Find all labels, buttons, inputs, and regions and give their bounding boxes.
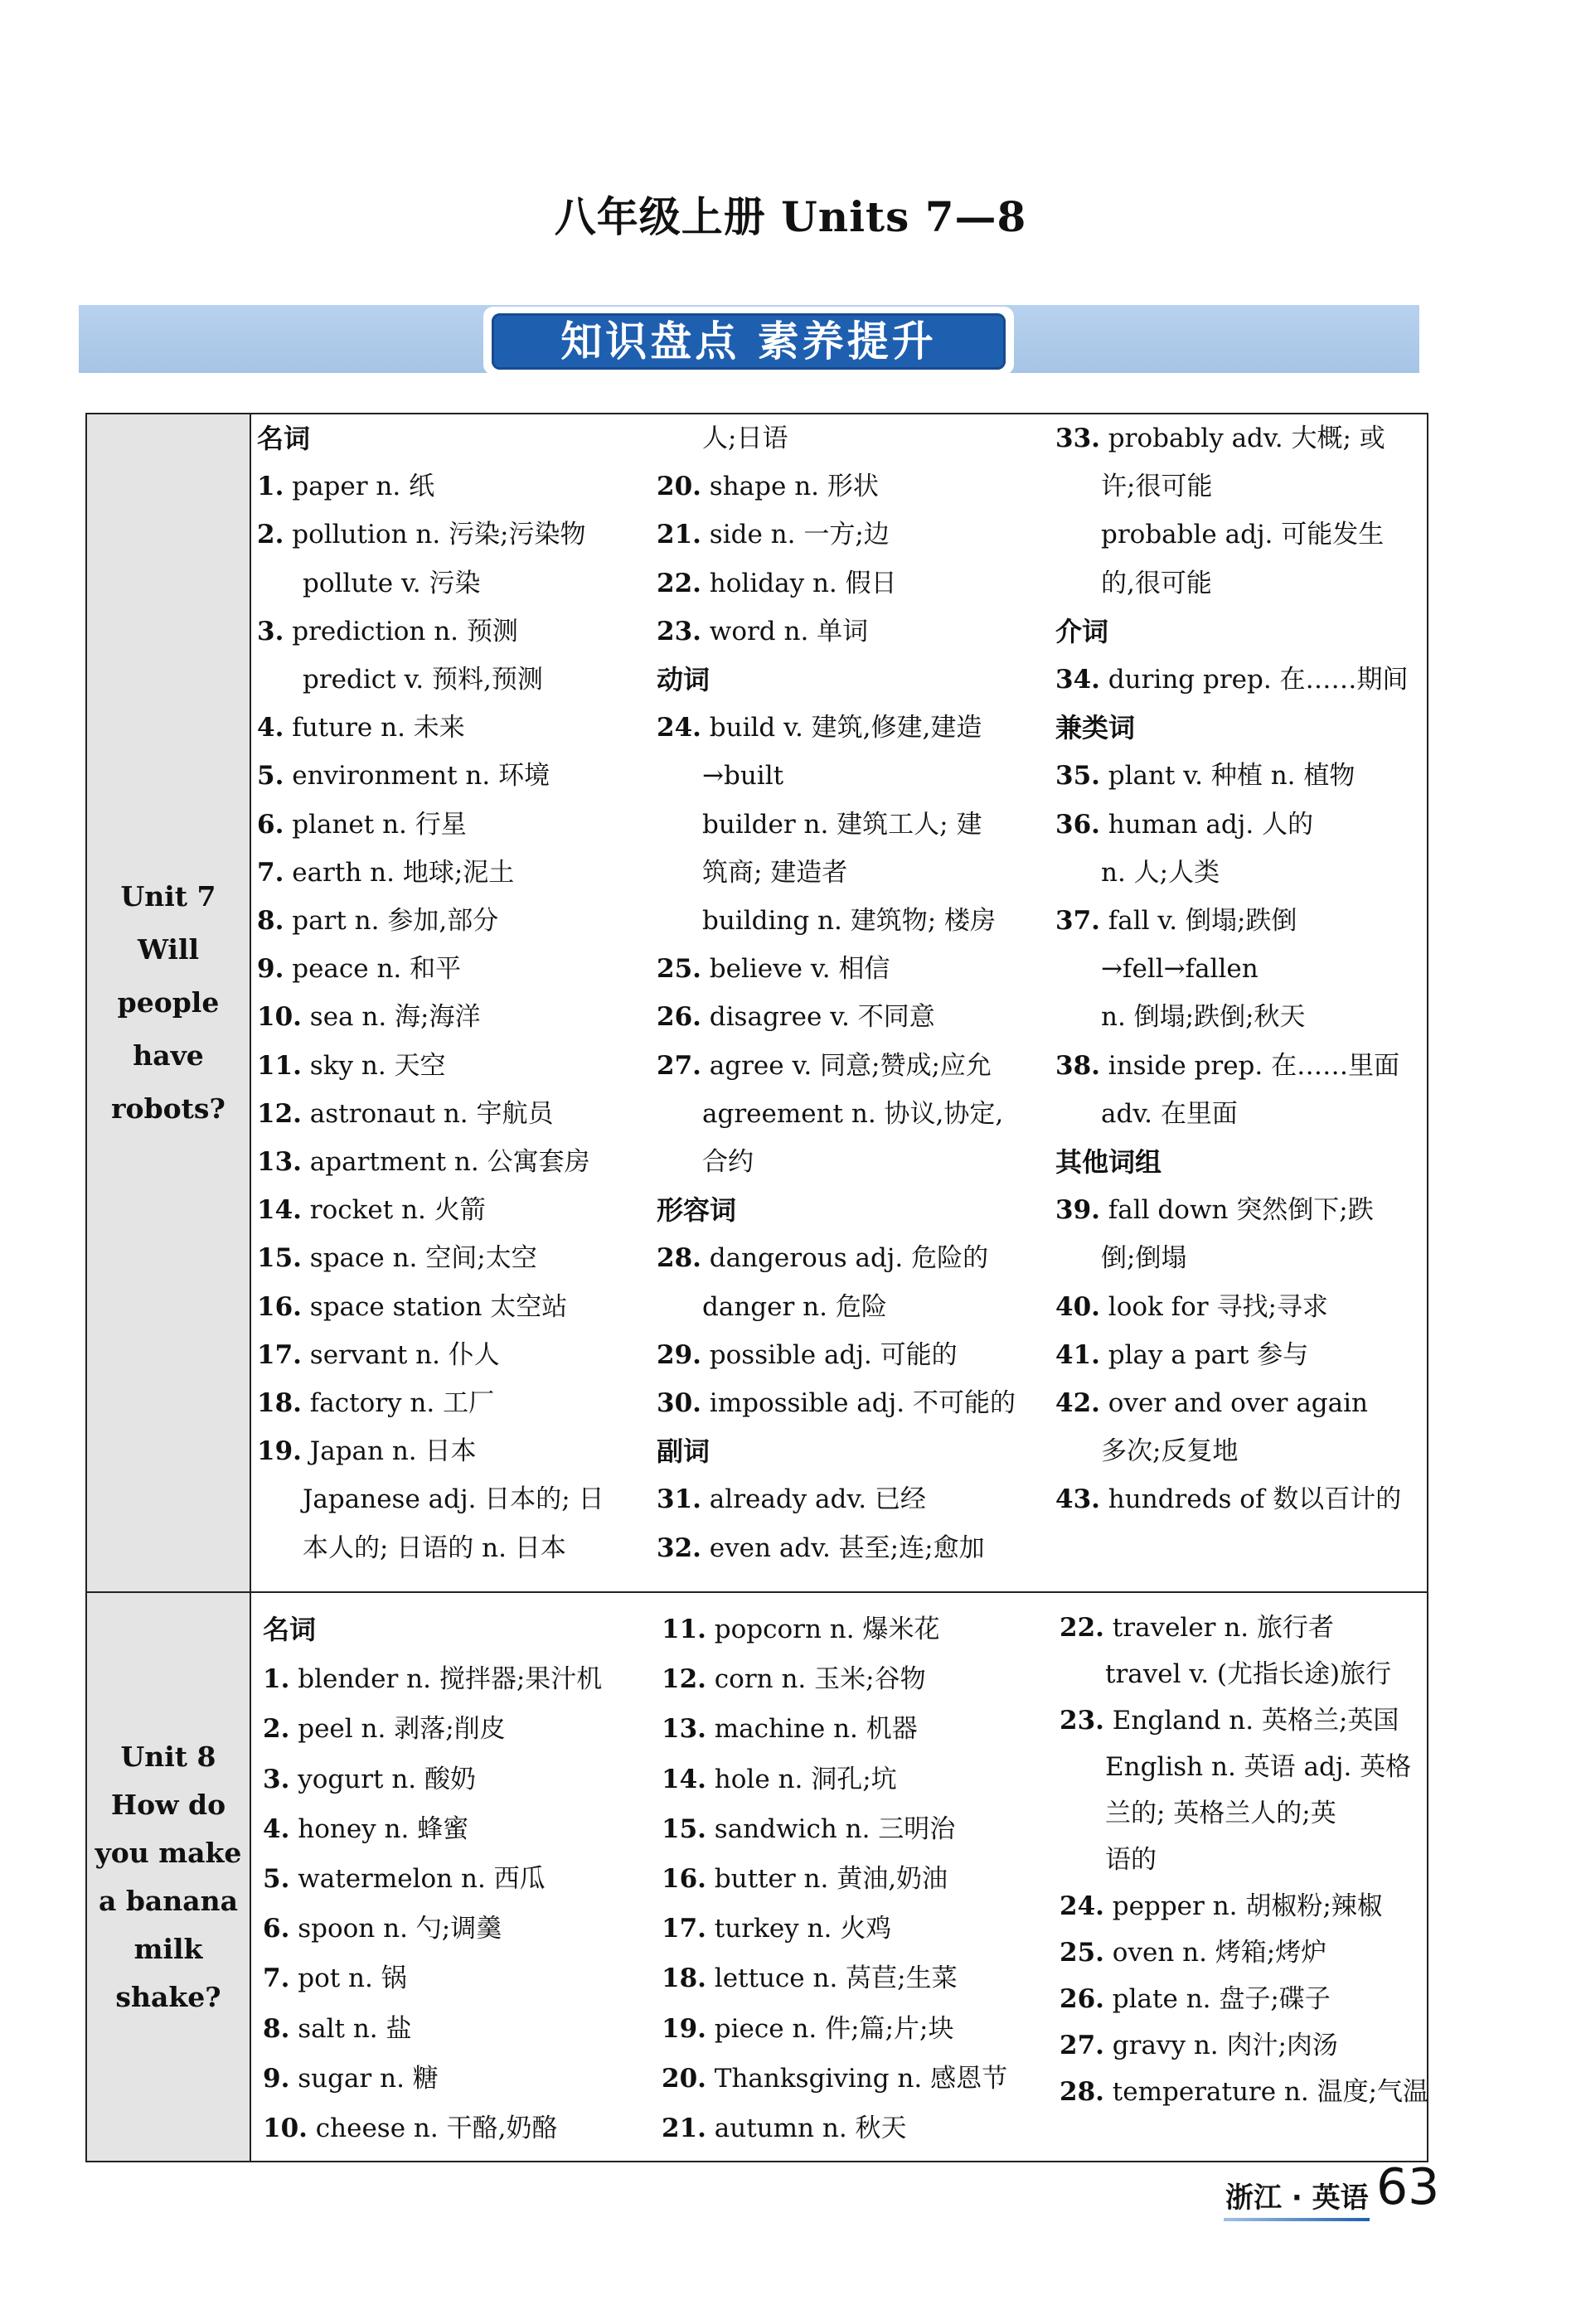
entry-text: peel n. 剥落;削皮	[289, 1714, 506, 1745]
category-heading: 兼类词	[1055, 712, 1136, 744]
vocabulary-table	[85, 413, 1428, 2162]
page-title: 八年级上册 Units 7—8	[554, 192, 1027, 241]
entry-text: play a part 参与	[1099, 1339, 1309, 1370]
entry-text: butter n. 黄油,奶油	[706, 1864, 948, 1895]
entry-number: 16.	[662, 1864, 706, 1895]
vocab-entry	[263, 2004, 602, 2054]
entry-continuation: 本人的; 日语的 n. 日本	[303, 1532, 566, 1563]
entry-text: dangerous adj. 危险的	[701, 1243, 989, 1274]
entry-text: space n. 空间;太空	[301, 1243, 537, 1274]
entry-number: 2.	[263, 1714, 290, 1745]
vocab-entry	[657, 1331, 1016, 1379]
category-heading: 介词	[1055, 615, 1109, 647]
entry-continuation: →built	[702, 761, 784, 792]
entry-number: 25.	[657, 954, 701, 985]
vocab-entry	[662, 1904, 1007, 1954]
entry-text: traveler n. 旅行者	[1103, 1613, 1335, 1643]
unit-label-line: Unit 7	[120, 880, 216, 913]
entry-text: piece n. 件;篇;片;块	[706, 2013, 954, 2044]
entry-text: salt n. 盐	[289, 2013, 412, 2044]
entry-number: 6.	[263, 1914, 290, 1944]
vocab-entry	[662, 1854, 1007, 1904]
entry-text: inside prep. 在……里面	[1099, 1050, 1400, 1081]
unit-label-line: Will	[137, 933, 200, 966]
category-heading: 名词	[257, 423, 311, 454]
entry-text: agree v. 同意;赞成;应允	[701, 1050, 992, 1081]
entry-number: 7.	[257, 857, 284, 888]
unit-label-line: How do	[110, 1788, 226, 1821]
category-heading: 名词	[263, 1614, 317, 1645]
vocab-entry	[657, 1475, 1016, 1523]
entry-number: 24.	[1060, 1891, 1104, 1921]
entry-text: part n. 参加,部分	[284, 906, 499, 937]
entry-number: 20.	[662, 2063, 706, 2094]
unit-label-line: robots?	[111, 1092, 226, 1125]
vocab-entry	[1055, 1042, 1409, 1090]
entry-text: turkey n. 火鸡	[706, 1914, 892, 1944]
entry-number: 25.	[1060, 1938, 1104, 1968]
vocab-entry	[657, 1234, 1016, 1282]
entry-text: sky n. 天空	[301, 1050, 446, 1081]
entry-number: 5.	[263, 1864, 290, 1895]
entry-number: 32.	[657, 1532, 701, 1563]
vocab-entry	[257, 993, 604, 1041]
unit-label-line: a banana	[98, 1884, 239, 1917]
vocab-entry	[1055, 1475, 1409, 1523]
vocab-entry	[1055, 1379, 1409, 1427]
entry-number: 9.	[257, 954, 284, 985]
vocab-entry	[257, 1379, 604, 1427]
vocab-entry	[662, 2054, 1007, 2104]
entry-number: 17.	[662, 1914, 706, 1944]
entry-continuation: English n. 英语 adj. 英格	[1105, 1752, 1412, 1782]
entry-number: 29.	[657, 1339, 701, 1370]
entry-number: 40.	[1055, 1291, 1100, 1322]
entry-continuation: n. 倒塌;跌倒;秋天	[1101, 1002, 1306, 1033]
entry-number: 5.	[257, 761, 284, 792]
entry-number: 2.	[257, 520, 284, 550]
entry-number: 11.	[257, 1050, 302, 1081]
page-number: 63	[1376, 2158, 1440, 2216]
category-heading: 其他词组	[1055, 1146, 1162, 1179]
entry-text: over and over again	[1099, 1388, 1369, 1419]
vocab-entry	[257, 1283, 604, 1331]
vocab-entry	[1060, 1883, 1428, 1929]
vocab-entry	[257, 752, 604, 800]
vocab-entry	[1055, 752, 1409, 800]
entry-number: 34.	[1055, 665, 1100, 695]
entry-text: plant v. 种植 n. 植物	[1099, 761, 1355, 792]
entry-text: Thanksgiving n. 感恩节	[706, 2063, 1008, 2094]
vocab-entry	[657, 462, 1016, 511]
entry-text: machine n. 机器	[706, 1714, 918, 1745]
entry-number: 8.	[263, 2013, 290, 2044]
entry-text: side n. 一方;边	[701, 520, 890, 550]
entry-text: possible adj. 可能的	[701, 1339, 958, 1370]
vocab-entry	[657, 1042, 1016, 1090]
entry-number: 35.	[1055, 761, 1100, 792]
entry-continuation: pollute v. 污染	[303, 568, 481, 598]
entry-text: shape n. 形状	[701, 472, 879, 502]
category-heading: 形容词	[657, 1194, 737, 1227]
entry-text: already adv. 已经	[701, 1484, 926, 1515]
unit8-column-2	[662, 1605, 1007, 2153]
entry-text: probably adv. 大概; 或	[1099, 424, 1385, 453]
entry-text: spoon n. 勺;调羹	[289, 1914, 502, 1944]
entry-text: astronaut n. 宇航员	[301, 1098, 554, 1129]
entry-number: 24.	[657, 713, 701, 743]
entry-continuation: 筑商; 建造者	[702, 857, 848, 888]
entry-text: impossible adj. 不可能的	[701, 1388, 1016, 1419]
entry-number: 20.	[657, 472, 701, 502]
entry-number: 10.	[263, 2113, 308, 2144]
entry-text: Japan n. 日本	[301, 1436, 477, 1467]
entry-number: 21.	[657, 520, 701, 550]
entry-number: 43.	[1055, 1484, 1100, 1515]
entry-text: yogurt n. 酸奶	[289, 1764, 477, 1794]
vocab-entry	[257, 801, 604, 849]
entry-continuation: building n. 建筑物; 楼房	[702, 906, 997, 937]
entry-text: build v. 建筑,修建,建造	[701, 713, 982, 743]
entry-number: 26.	[657, 1002, 701, 1033]
category-heading: 动词	[657, 664, 710, 696]
entry-number: 18.	[662, 1963, 706, 1994]
entry-number: 33.	[1055, 424, 1100, 453]
entry-number: 3.	[263, 1764, 290, 1794]
vocab-entry	[257, 462, 604, 511]
vocab-entry	[263, 1804, 602, 1854]
vocab-entry	[257, 1234, 604, 1282]
entry-number: 28.	[1060, 2077, 1104, 2107]
entry-continuation: →fell→fallen	[1101, 954, 1258, 985]
vocab-entry	[1055, 801, 1409, 849]
entry-number: 16.	[257, 1291, 302, 1322]
vocab-entry	[657, 1379, 1016, 1427]
vocab-entry	[257, 1427, 604, 1475]
entry-number: 22.	[657, 568, 701, 598]
entry-continuation: danger n. 危险	[702, 1291, 887, 1322]
entry-text: planet n. 行星	[284, 809, 467, 840]
entry-number: 14.	[662, 1764, 706, 1794]
entry-text: lettuce n. 莴苣;生菜	[706, 1963, 958, 1994]
entry-text: blender n. 搅拌器;果汁机	[289, 1664, 603, 1695]
entry-text: hundreds of 数以百计的	[1099, 1484, 1402, 1515]
entry-number: 14.	[257, 1195, 302, 1226]
entry-number: 23.	[1060, 1706, 1104, 1736]
vocab-entry	[1055, 414, 1409, 462]
vocab-entry	[662, 1755, 1007, 1804]
entry-text: pollution n. 污染;污染物	[284, 520, 586, 550]
entry-number: 7.	[263, 1963, 290, 1994]
entry-number: 41.	[1055, 1339, 1100, 1370]
vocab-entry	[657, 945, 1016, 993]
entry-number: 23.	[657, 616, 701, 646]
entry-text: fall down 突然倒下;跌	[1099, 1195, 1374, 1226]
entry-text: future n. 未来	[284, 713, 465, 743]
vocab-entry	[257, 1042, 604, 1090]
entry-number: 21.	[662, 2113, 706, 2144]
vocab-entry	[1055, 897, 1409, 945]
unit7-column-3	[1055, 414, 1409, 1524]
entry-continuation: n. 人;人类	[1101, 857, 1220, 888]
vocab-entry	[1060, 1605, 1428, 1651]
vocab-entry	[263, 1755, 602, 1804]
entry-text: prediction n. 预测	[284, 616, 518, 646]
category-heading: 副词	[657, 1436, 710, 1468]
vocab-entry	[662, 1954, 1007, 2003]
vocab-entry	[657, 704, 1016, 752]
entry-text: fall v. 倒塌;跌倒	[1099, 906, 1297, 937]
entry-number: 13.	[257, 1147, 302, 1178]
entry-text: look for 寻找;寻求	[1099, 1291, 1328, 1322]
entry-text: peace n. 和平	[284, 954, 462, 985]
unit8-column-1	[263, 1605, 602, 2153]
vocab-entry	[263, 2054, 602, 2104]
entry-continuation: 兰的; 英格兰人的;英	[1105, 1799, 1336, 1828]
entry-text: watermelon n. 西瓜	[289, 1864, 546, 1895]
entry-number: 38.	[1055, 1050, 1100, 1081]
vocab-entry	[257, 608, 604, 656]
entry-text: England n. 英格兰;英国	[1103, 1706, 1399, 1736]
entry-continuation: agreement n. 协议,协定,	[702, 1098, 1004, 1129]
unit-label-line: people	[117, 986, 220, 1019]
entry-number: 6.	[257, 809, 284, 840]
vocab-entry	[263, 1654, 602, 1704]
vocab-entry	[657, 993, 1016, 1041]
vocab-entry	[1060, 1697, 1428, 1744]
entry-text: oven n. 烤箱;烤炉	[1103, 1938, 1327, 1968]
entry-text: apartment n. 公寓套房	[301, 1147, 590, 1178]
entry-continuation: 人;日语	[702, 424, 788, 453]
entry-number: 19.	[257, 1436, 302, 1467]
entry-continuation: travel v. (尤指长途)旅行	[1105, 1659, 1392, 1689]
vocab-entry	[257, 1090, 604, 1138]
vocab-entry	[662, 1704, 1007, 1754]
entry-text: during prep. 在……期间	[1099, 665, 1409, 695]
entry-text: rocket n. 火箭	[301, 1195, 486, 1226]
vocab-entry	[662, 1605, 1007, 1654]
entry-continuation: 多次;反复地	[1101, 1436, 1239, 1467]
vocab-entry	[263, 1904, 602, 1954]
entry-text: gravy n. 肉汁;肉汤	[1103, 2031, 1338, 2060]
entry-continuation: adv. 在里面	[1101, 1098, 1238, 1129]
vocab-entry	[657, 1524, 1016, 1572]
entry-number: 36.	[1055, 809, 1100, 840]
entry-continuation: builder n. 建筑工人; 建	[702, 809, 982, 840]
entry-number: 27.	[657, 1050, 701, 1081]
entry-number: 31.	[657, 1484, 701, 1515]
entry-number: 15.	[257, 1243, 302, 1274]
entry-number: 4.	[257, 713, 284, 743]
entry-text: temperature n. 温度;气温	[1103, 2077, 1429, 2107]
vocab-entry	[257, 1138, 604, 1186]
vocab-entry	[657, 511, 1016, 559]
entry-number: 22.	[1060, 1613, 1104, 1643]
vocab-entry	[662, 1804, 1007, 1854]
vocab-entry	[263, 1854, 602, 1904]
vocab-entry	[1055, 656, 1409, 704]
entry-number: 26.	[1060, 1984, 1104, 2014]
entry-text: hole n. 洞孔;坑	[706, 1764, 897, 1794]
entry-text: honey n. 蜂蜜	[289, 1813, 469, 1844]
entry-text: autumn n. 秋天	[706, 2113, 907, 2144]
entry-text: space station 太空站	[301, 1291, 568, 1322]
entry-continuation: 合约	[702, 1147, 754, 1178]
entry-continuation: probable adj. 可能发生	[1101, 520, 1385, 550]
entry-text: paper n. 纸	[284, 472, 435, 502]
vocab-entry	[257, 704, 604, 752]
unit7-column-1	[257, 414, 604, 1572]
entry-number: 1.	[263, 1664, 290, 1695]
vocab-entry	[662, 2104, 1007, 2153]
unit8-column-3	[1060, 1605, 1428, 2115]
vocab-entry	[662, 1654, 1007, 1704]
entry-text: human adj. 人的	[1099, 809, 1314, 840]
footer-subject: 浙江 · 英语	[1225, 2181, 1369, 2215]
entry-number: 13.	[662, 1714, 706, 1745]
entry-text: sea n. 海;海洋	[301, 1002, 481, 1033]
unit-label-line: milk shake?	[115, 1932, 221, 2013]
vocab-entry	[257, 1186, 604, 1234]
entry-text: holiday n. 假日	[701, 568, 897, 598]
vocab-entry	[1060, 1976, 1428, 2022]
vocab-entry	[1060, 2069, 1428, 2115]
entry-number: 9.	[263, 2063, 290, 2094]
entry-text: plate n. 盘子;碟子	[1103, 1984, 1331, 2014]
vocab-entry	[263, 2104, 602, 2153]
entry-number: 11.	[662, 1615, 706, 1644]
entry-number: 37.	[1055, 906, 1100, 937]
entry-number: 1.	[257, 472, 284, 502]
entry-number: 18.	[257, 1388, 302, 1419]
entry-text: sandwich n. 三明治	[706, 1813, 956, 1844]
entry-text: earth n. 地球;泥土	[284, 857, 515, 888]
entry-text: cheese n. 干酪,奶酪	[307, 2113, 558, 2144]
vocab-entry	[1055, 1331, 1409, 1379]
unit7-column-2	[657, 414, 1016, 1572]
vocab-entry	[662, 2004, 1007, 2054]
entry-text: sugar n. 糖	[289, 2063, 439, 2094]
entry-text: word n. 单词	[701, 616, 869, 646]
entry-continuation: 语的	[1105, 1845, 1157, 1875]
entry-number: 15.	[662, 1813, 706, 1844]
vocab-entry	[257, 1331, 604, 1379]
entry-number: 39.	[1055, 1195, 1100, 1226]
entry-number: 12.	[257, 1098, 302, 1129]
entry-number: 27.	[1060, 2031, 1104, 2060]
entry-text: believe v. 相信	[701, 954, 890, 985]
unit-label-line: have	[133, 1039, 204, 1072]
entry-continuation: predict v. 预料,预测	[303, 665, 543, 695]
entry-text: even adv. 甚至;连;愈加	[701, 1532, 985, 1563]
vocab-entry	[1060, 1929, 1428, 1976]
entry-number: 19.	[662, 2013, 706, 2044]
unit-label-line: Unit 8	[120, 1740, 216, 1773]
section-banner: 知识盘点 素养提升	[492, 313, 1006, 370]
entry-text: pot n. 锅	[289, 1963, 407, 1994]
vocab-entry	[257, 897, 604, 945]
vocab-entry	[257, 945, 604, 993]
entry-text: corn n. 玉米;谷物	[706, 1664, 926, 1695]
unit-label-line: you make	[95, 1836, 242, 1869]
entry-text: pepper n. 胡椒粉;辣椒	[1103, 1891, 1383, 1921]
entry-continuation: 的,很可能	[1101, 568, 1212, 598]
vocab-entry	[257, 511, 604, 559]
unit-divider	[87, 1591, 1427, 1593]
entry-continuation: Japanese adj. 日本的; 日	[303, 1484, 604, 1515]
entry-number: 30.	[657, 1388, 701, 1419]
entry-number: 8.	[257, 906, 284, 937]
entry-number: 28.	[657, 1243, 701, 1274]
vocab-entry	[1055, 1283, 1409, 1331]
entry-continuation: 倒;倒塌	[1101, 1243, 1187, 1274]
entry-text: environment n. 环境	[284, 761, 550, 792]
entry-number: 42.	[1055, 1388, 1100, 1419]
unit7-label	[87, 414, 251, 1591]
vocab-entry	[1060, 2022, 1428, 2069]
entry-number: 4.	[263, 1813, 290, 1844]
entry-continuation: 许;很可能	[1101, 472, 1213, 502]
entry-number: 12.	[662, 1664, 706, 1695]
entry-number: 10.	[257, 1002, 302, 1033]
vocab-entry	[257, 849, 604, 897]
vocab-entry	[263, 1704, 602, 1754]
entry-text: factory n. 工厂	[301, 1388, 495, 1419]
vocab-entry	[657, 559, 1016, 608]
footer-accent-line	[1224, 2218, 1370, 2221]
entry-number: 17.	[257, 1339, 302, 1370]
entry-text: servant n. 仆人	[301, 1339, 500, 1370]
vocab-entry	[657, 608, 1016, 656]
entry-text: popcorn n. 爆米花	[706, 1615, 940, 1644]
entry-number: 3.	[257, 616, 284, 646]
entry-text: disagree v. 不同意	[701, 1002, 935, 1033]
vocab-entry	[263, 1954, 602, 2003]
vocab-entry	[1055, 1186, 1409, 1234]
unit8-label	[87, 1593, 251, 2161]
